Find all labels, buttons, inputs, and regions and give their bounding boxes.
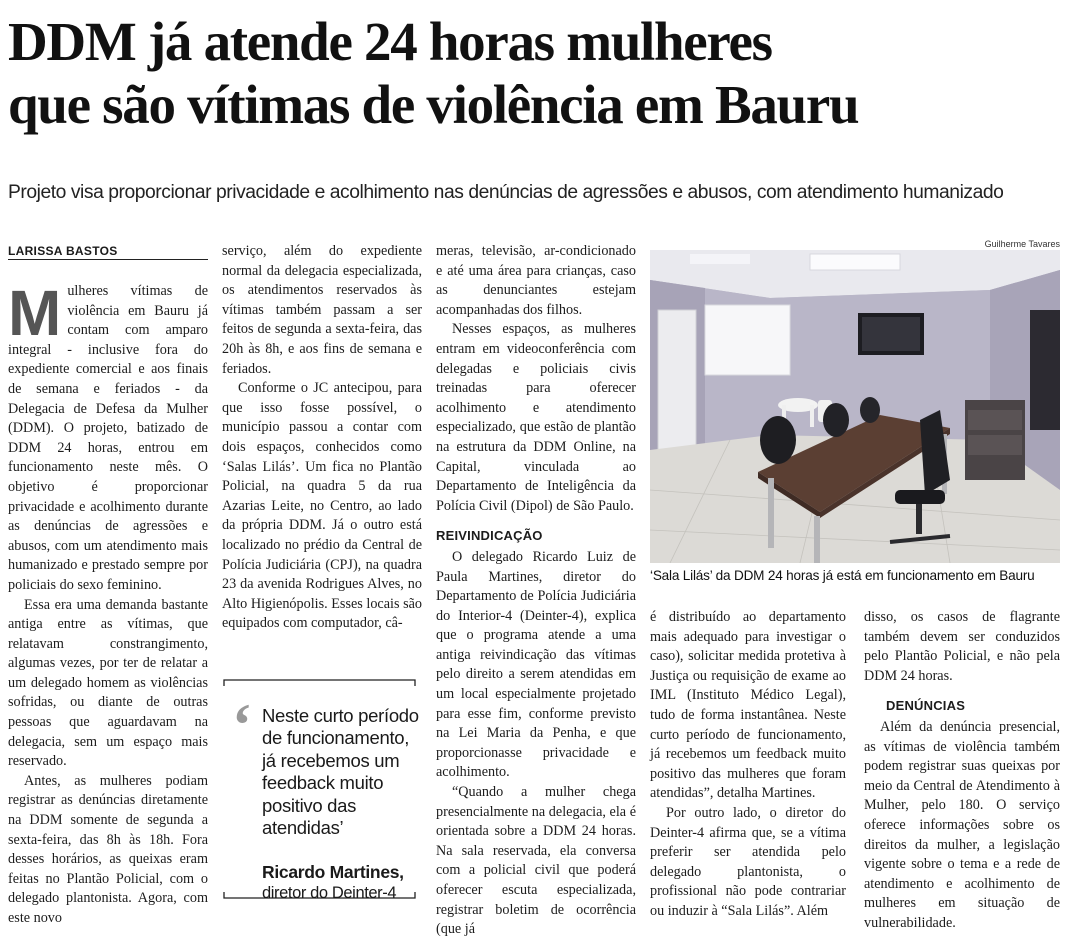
photo-caption: ‘Sala Lilás’ da DDM 24 horas já está em funcionamento em Bauru (650, 568, 1035, 583)
headline-line-2: que são vítimas de violência em Bauru (8, 74, 859, 135)
article-column-1 (8, 277, 208, 929)
paragraph: Mulheres vítimas de violência em Bauru já contam com amparo integral - inclusive fora do expediente comercial e aos finais de semana e feriados - da Delegacia de Defesa da Mulher (DDM). O projeto, batizado de DDM 24 horas, entrou em funcionamento neste mês. O objetivo é proporcionar privacidade e acolhimento durante as denúncias de agressões e abusos, com um atendimento mais humanizado e prestado sempre por policiais do sexo feminino. (8, 277, 208, 593)
section-title-reivindicacao: REIVINDICAÇÃO (436, 528, 543, 544)
photo-credit: Guilherme Tavares (984, 239, 1060, 249)
pull-quote-author-role: diretor do Deinter-4 (262, 884, 397, 902)
paragraph: “Quando a mulher chega presencialmente na delegacia, ela é orientada sobre a DDM 24 horas. Na sala reservada, ela conversa com a policial civil que poderá oferecer escuta especializada, registrar boletim de ocorrência (que já (436, 784, 636, 938)
byline: LARISSA BASTOS (8, 244, 208, 260)
quote-mark-icon: ‘ (232, 692, 252, 758)
paragraph: é distribuído ao departamento mais adequado para investigar o caso), solicitar medida protetiva à Justiça ou requisição de exame ao IML (Instituto Médico Legal), tudo de forma instantânea. Neste curto período de funcionamento, já recebemos um feedback muito positivo das mulheres que foram atendidas”, detalha Martines. (650, 609, 846, 802)
article-column-3 (436, 242, 636, 940)
article-column-5 (864, 608, 1060, 934)
pull-quote-author: Ricardo Martines, (262, 862, 404, 882)
paragraph: Além da denúncia presencial, as vítimas de violência também podem registrar suas queixas por meio da Central de Atendimento à Mulher, pelo 180. O serviço oferece informações sobre os direitos da mulher, a legislação vigente sobre o tema e a rede de atendimento e acolhimento de mulheres em situação de vulnerabilidade. (864, 718, 1060, 931)
paragraph: Conforme o JC antecipou, para que isso fosse possível, o município passou a contar com dois espaços, conhecidos como ‘Salas Lilás’. Um fica no Plantão Policial, na quadra 5 da rua Azarias Leite, no Centro, ao lado da própria DDM. Já o outro está localizado no prédio da Central de Polícia Judiciária (CPJ), na quadra 23 da avenida Rodrigues Alves, no Alto Higienópolis. Esses locais são equipados com computador, câ- (222, 380, 422, 632)
section-title-denuncias: DENÚNCIAS (886, 698, 966, 714)
paragraph: Essa era uma demanda bastante antiga entre as vítimas, que relatavam constrangimento, algumas vezes, por ter de relatar a um delegado homem as violências sofridas, ou diante de outras pessoas que aguardavam na delegacia, sem um espaço mais reservado. (8, 596, 208, 770)
drop-cap: M (8, 277, 62, 349)
paragraph: meras, televisão, ar-condicionado e até uma área para crianças, caso as denunciantes estejam acompanhadas dos filhos. (436, 243, 636, 318)
paragraph: O delegado Ricardo Luiz de Paula Martines, diretor do Departamento de Polícia Judiciária do Interior-4 (Deinter-4), explica que o programa atende a uma antiga reivindicação das vítimas pelo direito a serem atendidas em um local especialmente projetado para esse fim, conforme previsto na Lei Maria da Penha, e que proporcionasse privacidade e acolhimento. (436, 548, 636, 781)
paragraph: disso, os casos de flagrante também devem ser conduzidos pelo Plantão Policial, e não pela DDM 24 horas. (864, 609, 1060, 684)
article-column-4 (650, 608, 846, 922)
paragraph: Nesses espaços, as mulheres entram em videoconferência com delegadas e policiais civis treinadas para oferecer acolhimento e atendimento especializado, que estão de plantão na estrutura da DDM Online, na Capital, vinculada ao Departamento de Inteligência da Polícia Civil (Dipol) de São Paulo. (436, 321, 636, 514)
sala-lilas-photo (650, 250, 1060, 563)
paragraph: Antes, as mulheres podiam registrar as denúncias diretamente na DDM somente de segunda a sexta-feira, das 8h às 18h. Fora desses horários, as queixas eram feitas no Plantão Policial, com o delegado plantonista. Agora, com este novo (8, 772, 208, 926)
paragraph: Por outro lado, o diretor do Deinter-4 afirma que, se a vítima preferir ser atendida pelo delegado plantonista, o profissional não pode contrariar ou induzir à “Sala Lilás”. Além (650, 804, 846, 919)
article-column-2 (222, 242, 422, 634)
paragraph: serviço, além do expediente normal da delegacia especializada, os atendimentos reservados às vítimas também passam a ser feitos de segunda a sexta-feira, das 20h às 8h, e aos fins de semana e feriados. (222, 243, 422, 377)
pull-quote-text: Neste curto período de funcionamento, já recebemos um feedback muito positivo das atendidas’ (262, 705, 419, 839)
headline (8, 10, 1060, 136)
subheadline: Projeto visa proporcionar privacidade e acolhimento nas denúncias de agressões e abusos, com atendimento humanizado (8, 182, 1004, 203)
headline-line-1: DDM já atende 24 horas mulheres (8, 11, 772, 72)
